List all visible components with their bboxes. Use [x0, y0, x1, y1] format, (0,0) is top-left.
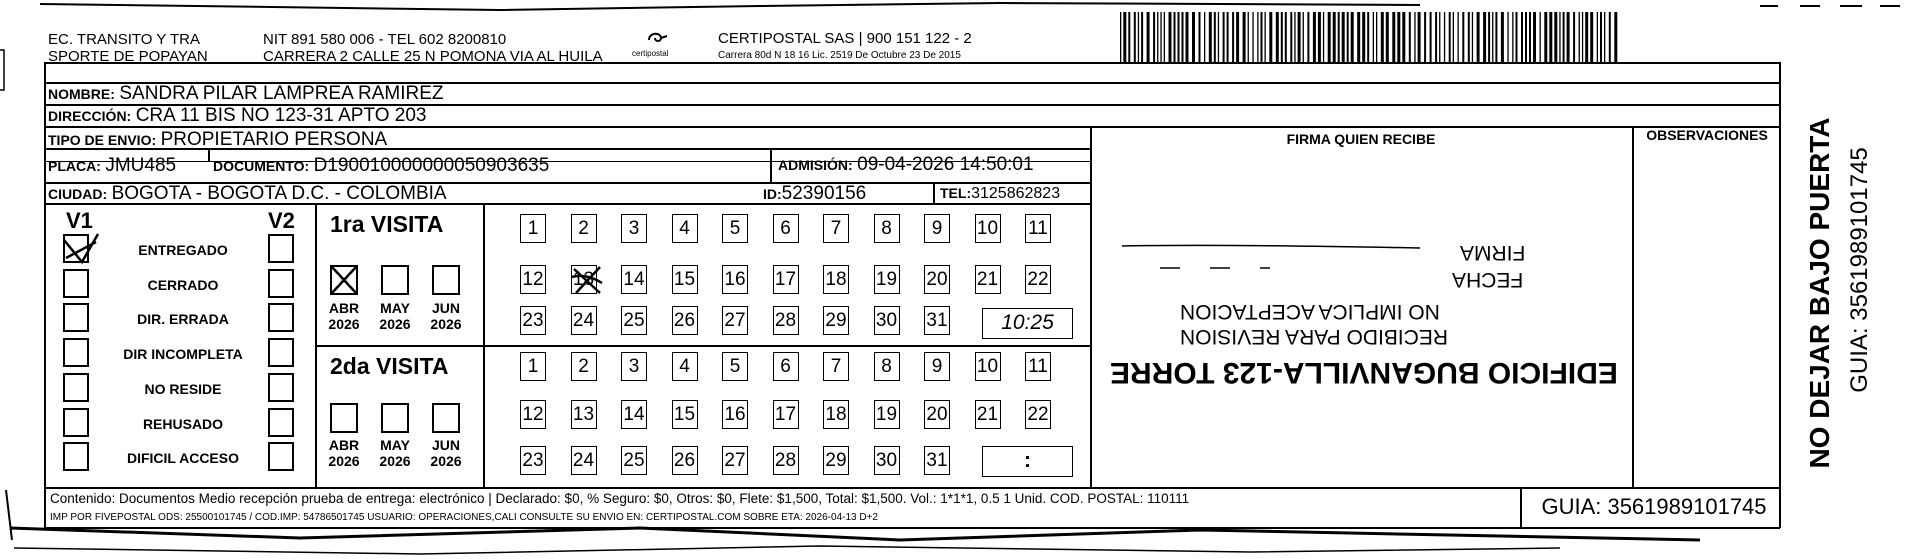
day-box[interactable]: 23 [520, 446, 546, 475]
barcode-bar [1472, 12, 1473, 62]
barcode-bar [1357, 12, 1360, 62]
day-box[interactable]: 1 [520, 352, 546, 381]
barcode-bar [1512, 12, 1513, 62]
barcode-bar [1540, 12, 1541, 62]
barcode-bar [1609, 12, 1611, 62]
barcode-bar [1257, 12, 1258, 62]
day-box[interactable]: 18 [823, 265, 849, 294]
day-mark-icon [570, 263, 604, 297]
sender-nit: NIT 891 580 006 - TEL 602 8200810 [263, 31, 507, 48]
barcode-bar [1313, 12, 1316, 62]
barcode-bar [1579, 12, 1580, 62]
barcode-bar [1585, 12, 1588, 62]
barcode-bar [1243, 12, 1246, 62]
side-guia: GUIA: 3561989101745 [1846, 147, 1873, 393]
second-visit-title: 2da VISITA [330, 353, 449, 379]
day-box[interactable]: 8 [874, 214, 900, 243]
first-visit-title: 1ra VISITA [330, 211, 444, 237]
month-label: ABR [328, 300, 360, 316]
day-box[interactable]: 26 [672, 306, 698, 335]
barcode-bar [1285, 12, 1287, 62]
barcode-bar [1248, 12, 1249, 62]
barcode-bar [1269, 12, 1272, 62]
barcode-bar [1223, 12, 1225, 62]
month-caption [320, 437, 368, 469]
barcode-bar [1418, 12, 1421, 62]
barcode-bar [1590, 12, 1593, 62]
status-label: REHUSADO [142, 415, 224, 432]
barcode-bar [1199, 12, 1201, 62]
month-caption [422, 437, 470, 469]
documento-value: D190010000000050903635 [313, 155, 550, 176]
day-box[interactable]: 29 [823, 306, 849, 335]
barcode-bar [1338, 12, 1340, 62]
day-box[interactable]: 12 [520, 400, 546, 429]
barcode-bar [1342, 12, 1345, 62]
footer-guia: GUIA: 3561989101745 [1541, 494, 1767, 519]
stamp-fecha: FECHA [1452, 268, 1524, 291]
day-box[interactable]: 30 [874, 306, 900, 335]
v2-checkbox[interactable] [268, 303, 294, 332]
direccion-value: CRA 11 BIS NO 123-31 APTO 203 [135, 105, 427, 126]
day-box[interactable]: 15 [672, 265, 698, 294]
firma-header: FIRMA QUIEN RECIBE [1286, 131, 1436, 147]
barcode-bar [1318, 12, 1321, 62]
barcode-bar [1597, 12, 1598, 62]
day-box[interactable]: 1 [520, 214, 546, 243]
status-label: NO RESIDE [144, 380, 222, 397]
barcode-bar [1492, 12, 1493, 62]
month-checkbox[interactable] [432, 403, 460, 433]
day-box[interactable]: 25 [621, 306, 647, 335]
barcode-bar [1232, 12, 1234, 62]
barcode-bar [1516, 12, 1518, 62]
barcode-bar [1567, 12, 1570, 62]
id-label: ID: [763, 186, 782, 202]
barcode-bar [1507, 12, 1508, 62]
barcode-bar [1573, 12, 1575, 62]
year-label: 2026 [379, 316, 411, 332]
month-check-icon [329, 264, 359, 296]
day-box[interactable]: 3 [621, 352, 647, 381]
admision-value: 09-04-2026 14:50:01 [857, 154, 1034, 175]
day-box[interactable]: 28 [773, 446, 799, 475]
barcode-bar [1376, 12, 1377, 62]
barcode-bar [1120, 12, 1121, 62]
barcode-bar [1281, 12, 1283, 62]
year-label: 2026 [430, 316, 462, 332]
barcode-bar [1424, 12, 1426, 62]
day-box[interactable]: 7 [823, 214, 849, 243]
tipo-label: TIPO DE ENVIO: [48, 132, 157, 148]
nombre-value: SANDRA PILAR LAMPREA RAMIREZ [119, 83, 444, 104]
month-checkbox[interactable] [381, 403, 409, 433]
month-checkbox[interactable] [330, 403, 358, 433]
barcode-bar [1392, 12, 1395, 62]
v2-checkbox[interactable] [268, 234, 294, 263]
day-box[interactable]: 22 [1025, 265, 1051, 294]
barcode-bar [1477, 12, 1480, 62]
day-box[interactable]: 20 [924, 400, 950, 429]
barcode-bar [1141, 12, 1143, 62]
barcode-bar [1227, 12, 1229, 62]
day-box[interactable]: 20 [924, 265, 950, 294]
barcode-bar [1549, 12, 1552, 62]
barcode-bar [1303, 12, 1304, 62]
signature-lines [1120, 240, 1420, 270]
day-box[interactable]: 31 [924, 446, 950, 475]
day-box[interactable]: 30 [874, 446, 900, 475]
day-box[interactable]: 11 [1025, 352, 1051, 381]
year-label: 2026 [328, 316, 360, 332]
status-label: ENTREGADO [138, 242, 228, 258]
day-box[interactable]: 9 [924, 352, 950, 381]
v1-checkbox[interactable] [63, 269, 89, 298]
tel-value: 3125862823 [971, 185, 1061, 202]
barcode-bar [1204, 12, 1205, 62]
barcode-bar [1600, 12, 1602, 62]
day-box[interactable]: 13 [571, 265, 597, 294]
barcode-bar [1174, 12, 1176, 62]
footer-content: Contenido: Documentos Medio recepción prueba de entrega: electrónico | Declarado: $0, % Seguro: $0, Otros: $0, Flete: $1,500, Total: $1,500. Vol.: 1*1*1, 0.5 1 Unid. COD. POSTAL: 110111 [50, 491, 1190, 506]
barcode-bar [1265, 12, 1266, 62]
day-box[interactable]: 14 [621, 400, 647, 429]
barcode-bar [1192, 12, 1195, 62]
barcode-bar [1351, 12, 1354, 62]
day-box[interactable]: 16 [722, 400, 748, 429]
v1-checkbox[interactable] [63, 442, 89, 471]
barcode-bar [1458, 12, 1459, 62]
month-caption [371, 300, 419, 332]
barcode-bar [1495, 12, 1497, 62]
day-box[interactable]: 24 [571, 446, 597, 475]
documento-label: DOCUMENTO: [213, 158, 310, 174]
barcode-bar [1290, 12, 1292, 62]
month-label: JUN [431, 437, 460, 453]
barcode-bar [1373, 12, 1374, 62]
month-label: MAY [380, 300, 410, 316]
sender-name-2: SPORTE DE POPAYAN [48, 48, 208, 65]
barcode-bar [1169, 12, 1172, 62]
month-caption [422, 300, 470, 332]
barcode-bar [1252, 12, 1253, 62]
barcode-bar [1444, 12, 1445, 62]
v2-label: V2 [268, 208, 295, 233]
barcode-bar [1381, 12, 1384, 62]
barcode-bar [1544, 12, 1547, 62]
v2-checkbox[interactable] [268, 442, 294, 471]
barcode-bar [1563, 12, 1565, 62]
status-label: DIR. ERRADA [137, 311, 229, 328]
day-box[interactable]: 15 [672, 400, 698, 429]
day-box[interactable]: 17 [773, 400, 799, 429]
status-label: DIFICIL ACCESO [126, 450, 239, 467]
barcode-bar [1367, 12, 1369, 62]
day-box[interactable]: 12 [520, 265, 546, 294]
barcode-bar [1453, 12, 1454, 62]
first-visit-time: 10:25 [982, 308, 1073, 339]
barcode-bar [1160, 12, 1161, 62]
barcode-bar [1138, 12, 1139, 62]
barcode-bar [1614, 12, 1617, 62]
tel-label: TEL: [940, 185, 972, 201]
day-box[interactable]: 14 [621, 265, 647, 294]
barcode-bar [1430, 12, 1432, 62]
month-label: MAY [380, 437, 410, 453]
v1-checkbox[interactable] [63, 373, 89, 402]
barcode-bar [1435, 12, 1437, 62]
day-box[interactable]: 25 [621, 446, 647, 475]
v1-checkbox[interactable] [63, 408, 89, 437]
barcode-bar [1276, 12, 1279, 62]
v2-checkbox[interactable] [268, 373, 294, 402]
month-checkbox[interactable] [432, 265, 460, 295]
barcode-bar [1483, 12, 1486, 62]
month-caption [371, 437, 419, 469]
barcode-bar [1409, 12, 1411, 62]
id-value: 52390156 [781, 183, 867, 204]
v1-label: V1 [66, 208, 93, 233]
barcode-bar [1604, 12, 1605, 62]
barcode-bar [1414, 12, 1415, 62]
barcode-bar [1554, 12, 1557, 62]
day-box[interactable]: 2 [571, 214, 597, 243]
barcode-bar [1501, 12, 1504, 62]
barcode-bar [1582, 12, 1583, 62]
month-caption [320, 300, 368, 332]
observaciones-header: OBSERVACIONES [1646, 127, 1768, 143]
footer-printing: IMP POR FIVEPOSTAL ODS: 25500101745 / COD.IMP: 54786501745 USUARIO: OPERACIONES,CALI CONSULTE SU ENVIO EN: CERTIPOSTAL.COM SOBRE ETA: 2026-04-13 D+2 [50, 512, 878, 523]
ciudad-label: CIUDAD: [48, 186, 108, 202]
barcode-bar [1521, 12, 1523, 62]
day-box[interactable]: 23 [520, 306, 546, 335]
day-box[interactable]: 21 [975, 400, 1001, 429]
check-mark-icon [62, 232, 102, 268]
day-box[interactable]: 19 [874, 265, 900, 294]
day-box[interactable]: 5 [722, 352, 748, 381]
side-warning: NO DEJAR BAJO PUERTA [1804, 117, 1835, 469]
barcode-bar [1261, 12, 1263, 62]
carrier-license: Carrera 80d N 18 16 Lic. 2519 De Octubre 23 De 2015 [718, 50, 961, 61]
barcode-bar [1386, 12, 1389, 62]
day-box[interactable]: 13 [571, 400, 597, 429]
day-box[interactable]: 31 [924, 306, 950, 335]
carrier-name: CERTIPOSTAL SAS | 900 151 122 - 2 [718, 30, 972, 47]
month-label: JUN [431, 300, 460, 316]
tipo-value: PROPIETARIO PERSONA [160, 129, 388, 150]
day-box[interactable]: 21 [975, 265, 1001, 294]
barcode-bar [1214, 12, 1216, 62]
barcode-bar [1307, 12, 1309, 62]
sender-address: CARRERA 2 CALLE 25 N POMONA VIA AL HUILA [263, 48, 603, 65]
barcode-bar [1333, 12, 1336, 62]
barcode-bar [1328, 12, 1331, 62]
month-label: ABR [328, 437, 360, 453]
barcode-bar [1439, 12, 1440, 62]
barcode-bar [1157, 12, 1158, 62]
barcode-bar [1347, 12, 1349, 62]
barcode-bar [1529, 12, 1531, 62]
barcode-bar [1182, 12, 1184, 62]
day-box[interactable]: 5 [722, 214, 748, 243]
second-visit-time: : [982, 446, 1073, 477]
day-box[interactable]: 10 [975, 352, 1001, 381]
stamp-line1: NO IMPLICA ACEPTACION [1180, 300, 1440, 323]
day-box[interactable]: 3 [621, 214, 647, 243]
day-box[interactable]: 10 [975, 214, 1001, 243]
day-box[interactable]: 9 [924, 214, 950, 243]
barcode-bar [1186, 12, 1189, 62]
barcode-bar [1362, 12, 1365, 62]
year-label: 2026 [379, 453, 411, 469]
day-box[interactable]: 27 [722, 446, 748, 475]
day-box[interactable]: 18 [823, 400, 849, 429]
barcode-bar [1402, 12, 1405, 62]
day-box[interactable]: 7 [823, 352, 849, 381]
barcode-bar [1123, 12, 1126, 62]
year-label: 2026 [328, 453, 360, 469]
barcode-bar [1147, 12, 1150, 62]
stamp-firma: FIRMA [1460, 241, 1526, 264]
day-box[interactable]: 29 [823, 446, 849, 475]
barcode-bar [1209, 12, 1212, 62]
day-box[interactable]: 4 [672, 352, 698, 381]
barcode-bar [1323, 12, 1324, 62]
placa-label: PLACA: [48, 158, 101, 174]
barcode-bar [1178, 12, 1180, 62]
barcode-bar [1236, 12, 1239, 62]
barcode-bar [1218, 12, 1219, 62]
v2-checkbox[interactable] [268, 338, 294, 367]
barcode-bar [1468, 12, 1470, 62]
status-label: DIR INCOMPLETA [123, 346, 243, 363]
day-box[interactable]: 11 [1025, 214, 1051, 243]
barcode-bar [1397, 12, 1400, 62]
day-box[interactable]: 27 [722, 306, 748, 335]
barcode-bar [1488, 12, 1490, 62]
barcode-bar [1294, 12, 1295, 62]
day-box[interactable]: 19 [874, 400, 900, 429]
day-box[interactable]: 17 [773, 265, 799, 294]
day-box[interactable]: 2 [571, 352, 597, 381]
nombre-label: NOMBRE: [48, 86, 115, 102]
barcode-bar [1559, 12, 1560, 62]
day-box[interactable]: 4 [672, 214, 698, 243]
day-box[interactable]: 8 [874, 352, 900, 381]
ciudad-value: BOGOTA - BOGOTA D.C. - COLOMBIA [111, 183, 447, 204]
v2-checkbox[interactable] [268, 408, 294, 437]
barcode-bar [1462, 12, 1464, 62]
sender-name: EC. TRANSITO Y TRA [48, 31, 200, 48]
carrier-logo-caption: certipostal [632, 49, 669, 58]
barcode-bar [1449, 12, 1451, 62]
barcode-bar [1128, 12, 1130, 62]
status-label: CERRADO [147, 276, 219, 293]
barcode-bar [1134, 12, 1136, 62]
barcode-bar [1164, 12, 1165, 62]
day-box[interactable]: 26 [672, 446, 698, 475]
placa-value: JMU485 [105, 155, 177, 176]
barcode-bar [1298, 12, 1301, 62]
barcode-bar [1525, 12, 1527, 62]
stamp-building: EDIFICIO BUGANVILLA-123 TORRE [1110, 356, 1618, 389]
barcode [1120, 12, 1620, 62]
day-box[interactable]: 6 [773, 352, 799, 381]
month-checkbox[interactable] [381, 265, 409, 295]
day-box[interactable]: 16 [722, 265, 748, 294]
barcode-bar [1533, 12, 1536, 62]
day-box[interactable]: 28 [773, 306, 799, 335]
barcode-bar [1153, 12, 1155, 62]
day-box[interactable]: 22 [1025, 400, 1051, 429]
v1-checkbox[interactable] [63, 338, 89, 367]
day-box[interactable]: 6 [773, 214, 799, 243]
v1-checkbox[interactable] [63, 303, 89, 332]
v2-checkbox[interactable] [268, 269, 294, 298]
carrier-logo-icon [645, 30, 671, 48]
admision-label: ADMISIÓN: [778, 157, 853, 173]
direccion-label: DIRECCIÓN: [48, 108, 132, 124]
year-label: 2026 [430, 453, 462, 469]
day-box[interactable]: 24 [571, 306, 597, 335]
stamp-line2: RECIBIDO PARA REVISION [1180, 325, 1449, 348]
